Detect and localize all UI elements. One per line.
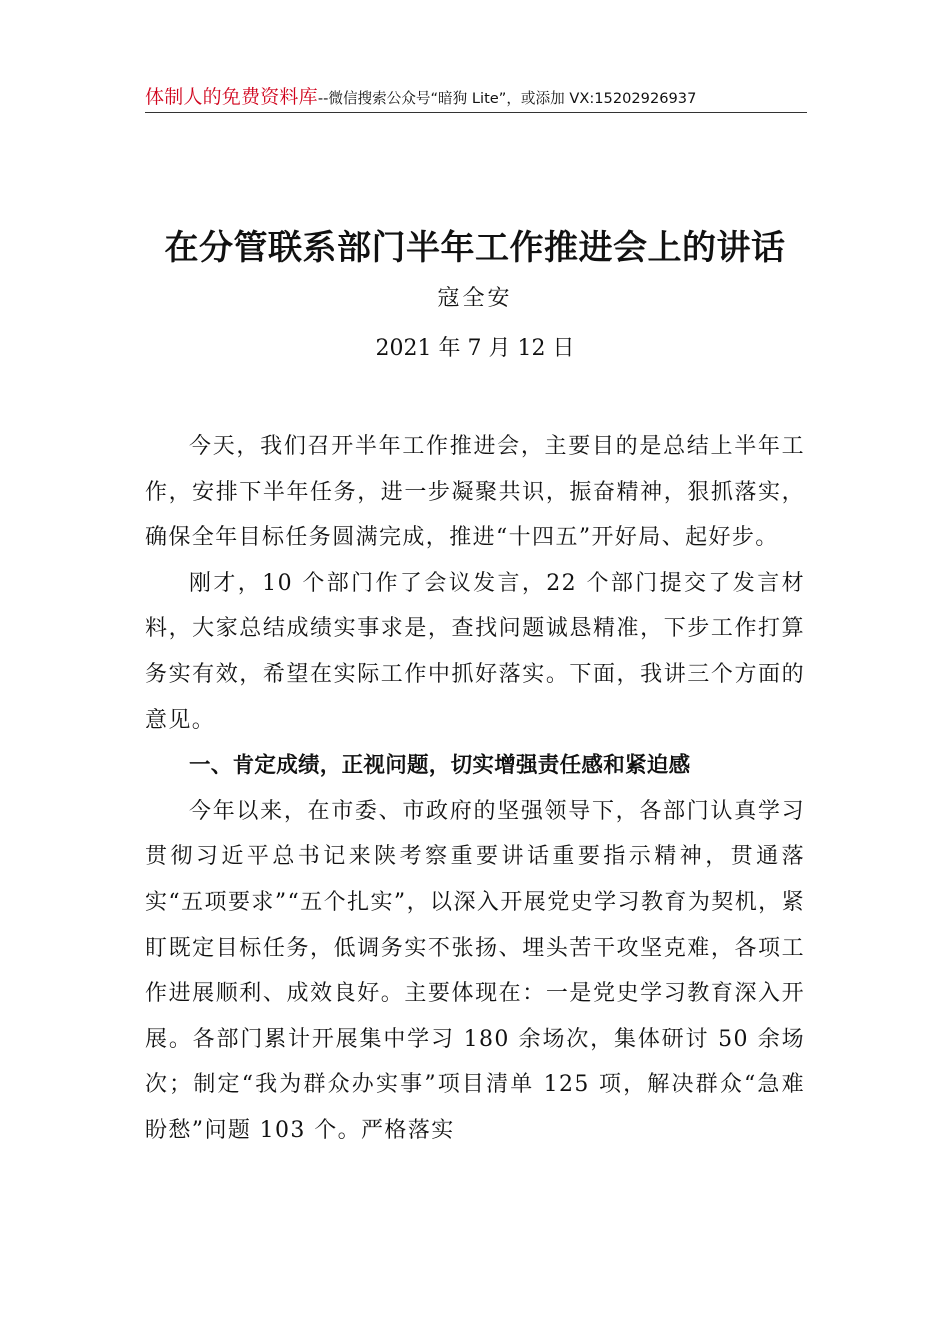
document-title: 在分管联系部门半年工作推进会上的讲话 xyxy=(164,228,786,268)
body-paragraph: 今年以来，在市委、市政府的坚强领导下，各部门认真学习贯彻习近平总书记来陕考察重要讲话重要指示精神，贯通落实“五项要求”“五个扎实”，以深入开展党史学习教育为契机，紧盯既定目标任务，低调务实不张扬、埋头苦干攻坚克难，各项工作进展顺利、成效良好。主要体现在：一是党史学习教育深入开展。各部门累计开展集中学习 180 余场次，集体研讨 50 余场次；制定“我为群众办实事”项目清单 125 项，解决群众“急难盼愁”问题 103 个。严格落实 xyxy=(145,798,805,1143)
document-date: 2021 年 7 月 12 日 xyxy=(375,336,575,361)
document-author: 寇全安 xyxy=(437,286,513,311)
header-brand: 体制人的免费资料库 xyxy=(145,86,318,108)
header-contact-info: --微信搜索公众号“暗狗 Lite”，或添加 VX:15202926937 xyxy=(317,90,697,107)
document-body xyxy=(145,424,805,1154)
page-header xyxy=(145,82,807,113)
body-paragraph: 今天，我们召开半年工作推进会，主要目的是总结上半年工作，安排下半年任务，进一步凝聚共识，振奋精神，狠抓落实，确保全年目标任务圆满完成，推进“十四五”开好局、起好步。 xyxy=(145,434,805,551)
section-heading: 一、肯定成绩，正视问题，切实增强责任感和紧迫感 xyxy=(189,753,691,779)
body-paragraph: 刚才，10 个部门作了会议发言，22 个部门提交了发言材料，大家总结成绩实事求是，查找问题诚恳精准，下步工作打算务实有效，希望在实际工作中抓好落实。下面，我讲三个方面的意见。 xyxy=(145,570,805,733)
